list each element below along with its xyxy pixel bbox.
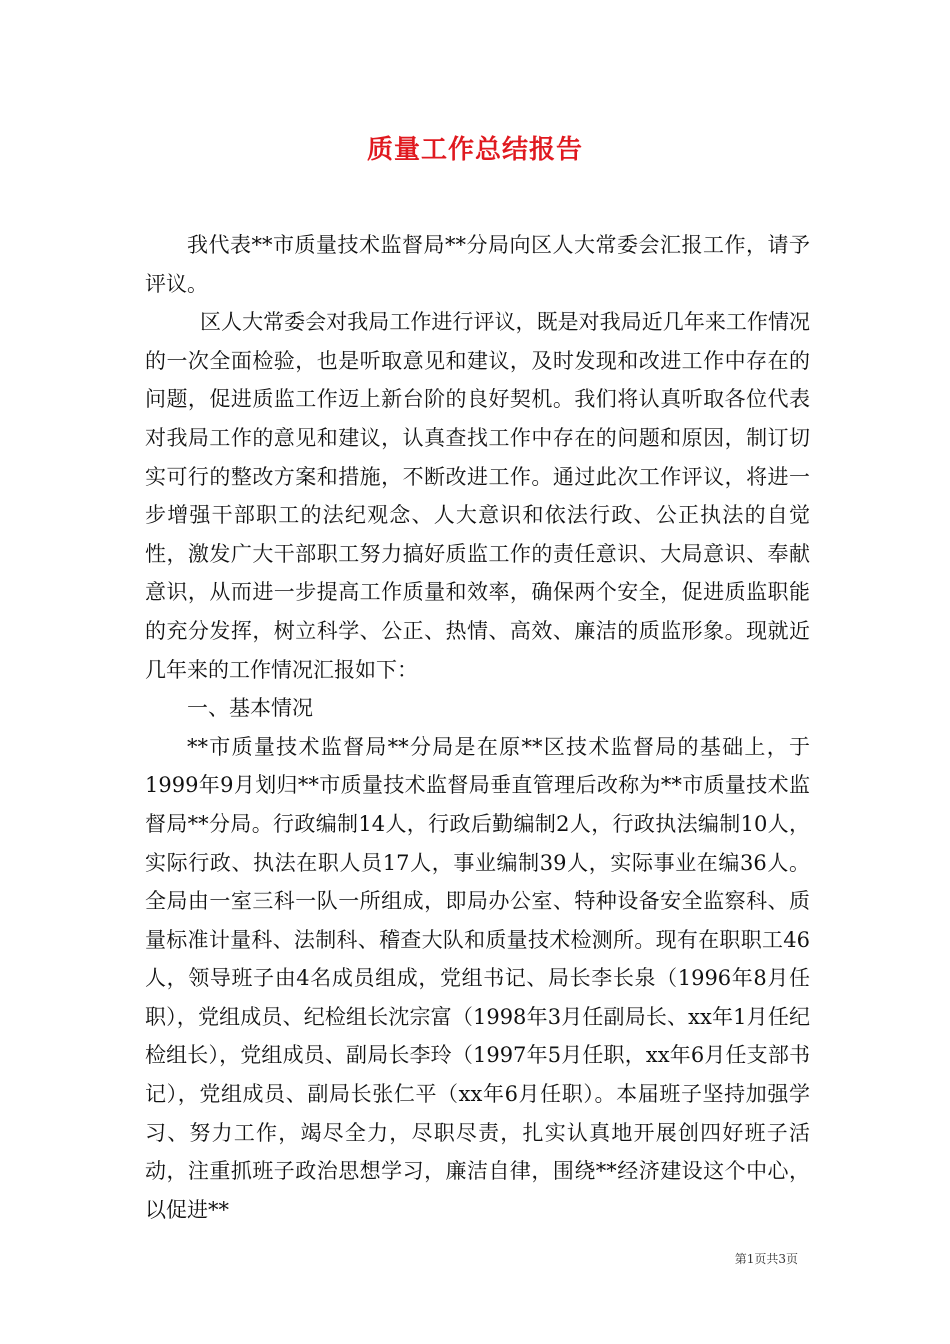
- paragraph-intro: 我代表**市质量技术监督局**分局向区人大常委会汇报工作，请予评议。: [145, 233, 810, 296]
- document-body: [145, 226, 810, 1229]
- section-heading-basic-situation: 一、基本情况: [187, 696, 313, 721]
- paragraph-basic-situation: **市质量技术监督局**分局是在原**区技术监督局的基础上，于1999年9月划归**市质量技术监督局垂直管理后改称为**市质量技术监督局**分局。行政编制14人，行政后勤编制2人，行政执法编制10人，实际行政、执法在职人员17人，事业编制39人，实际事业在编36人。全局由一室三科一队一所组成，即局办公室、特种设备安全监察科、质量标准计量科、法制科、稽查大队和质量技术检测所。现有在职职工46人，领导班子由4名成员组成，党组书记、局长李长泉（1996年8月任职），党组成员、纪检组长沈宗富（1998年3月任副局长、xx年1月任纪检组长），党组成员、副局长李玲（1997年5月任职，xx年6月任支部书记），党组成员、副局长张仁平（xx年6月任职）。本届班子坚持加强学习、努力工作，竭尽全力，尽职尽责，扎实认真地开展创四好班子活动，注重抓班子政治思想学习，廉洁自律，围绕**经济建设这个中心，以促进**: [145, 734, 810, 1222]
- document-title: 质量工作总结报告: [366, 135, 583, 165]
- paragraph-evaluation: 区人大常委会对我局工作进行评议，既是对我局近几年来工作情况的一次全面检验，也是听取意见和建议，及时发现和改进工作中存在的问题，促进质监工作迈上新台阶的良好契机。我们将认真听取各位代表对我局工作的意见和建议，认真查找工作中存在的问题和原因，制订切实可行的整改方案和措施，不断改进工作。通过此次工作评议，将进一步增强干部职工的法纪观念、人大意识和依法行政、公正执法的自觉性，激发广大干部职工努力搞好质监工作的责任意识、大局意识、奉献意识，从而进一步提高工作质量和效率，确保两个安全，促进质监职能的充分发挥，树立科学、公正、热情、高效、廉洁的质监形象。现就近几年来的工作情况汇报如下：: [145, 310, 810, 682]
- page-number: 第1页共3页: [734, 1252, 798, 1266]
